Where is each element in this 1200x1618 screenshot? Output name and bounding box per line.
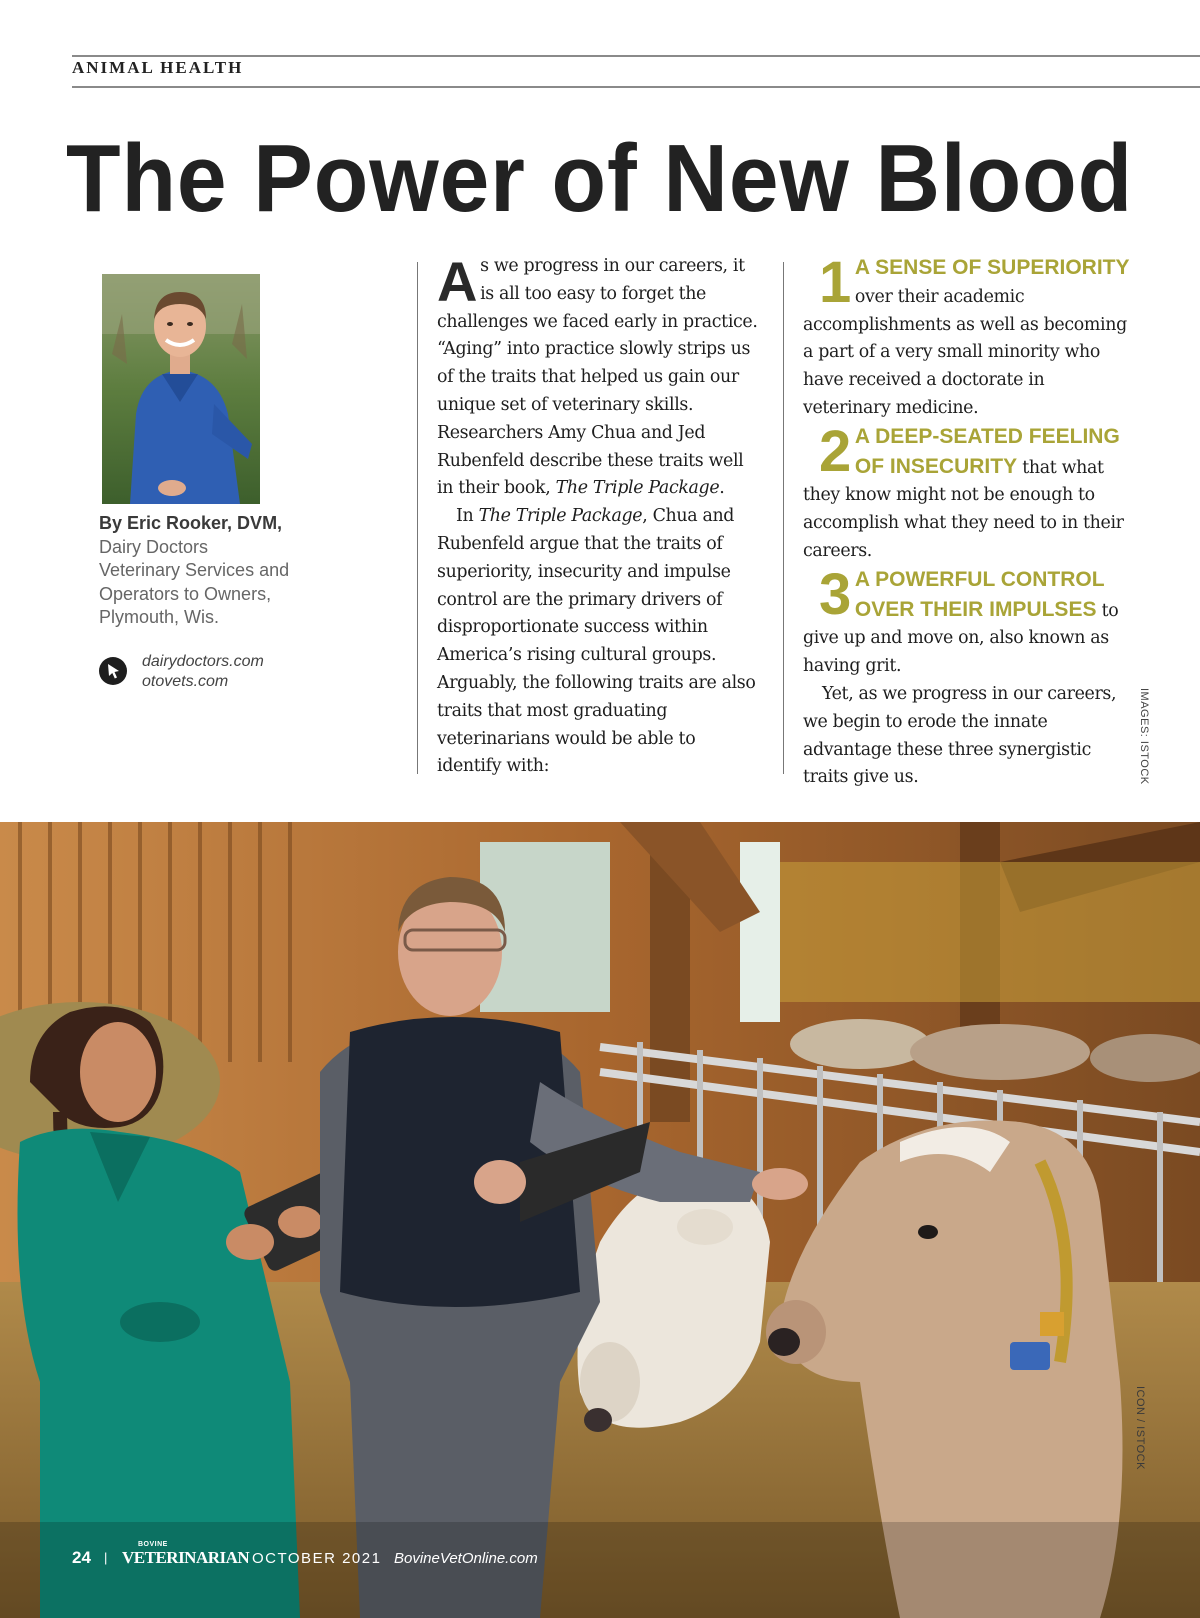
intro-text: s we progress in our careers, it is all too easy to forget the challenges we faced early in practice. “Aging” into practice slowly strips us of the traits that helped us gain our unique set of veterinary skills. Researchers Amy Chua and Jed Rubenfeld describe these traits well in their book, [437,256,758,499]
body-text: , Chua and Rubenfeld argue that the traits of superiority, insecurity and impulse control are the primary drivers of disproportionate success within America’s rising cultural groups. Arguably, the following traits are also traits that most graduating veterinarians would be able to identify with: [437,506,756,777]
trait-text: over their academic accomplishments as well as becoming a part of a very small minority who have received a doctorate in veterinary medicine. [803,286,1127,418]
trait-number: 1 [819,250,851,315]
section-label: ANIMAL HEALTH [72,58,244,77]
author-photo [102,274,260,504]
barn-scene-illustration [0,822,1200,1618]
drop-cap: A [437,250,478,313]
author-portrait-illustration [102,274,260,504]
closing-paragraph: Yet, as we progress in our careers, we begin to erode the innate advantage these three synergistic traits give us. [803,683,1117,788]
author-name: By Eric Rooker, DVM, [99,513,283,533]
intro-end: . [719,478,725,499]
barn-photo [0,822,1200,1618]
author-affiliation-line: Plymouth, Wis. [99,607,220,627]
trait-item-2 [803,418,1133,566]
body-paragraph [437,503,763,781]
issue-date: OCTOBER 2021 [252,1550,382,1567]
book-title: The Triple Package [478,506,643,527]
author-affiliation-line: Dairy Doctors [99,536,209,557]
page-number: 24 [72,1548,91,1567]
trait-text: to give up and move on, also known as having grit. [803,600,1119,677]
author-byline [99,512,329,630]
top-rule [72,55,1200,57]
website-link-otovets[interactable]: otovets.com [142,673,229,690]
footer-separator: | [104,1550,108,1565]
intro-paragraph [437,250,763,503]
trait-number: 2 [819,418,851,484]
trait-number: 3 [819,561,851,627]
magazine-logo: VETERINARIAN [122,1548,250,1567]
trait-title: A POWERFUL CONTROL OVER THEIR IMPULSES [854,567,1105,621]
author-affiliation-line: Operators to Owners, [99,583,272,604]
article-column-2 [803,250,1133,792]
cursor-arrow-icon [98,656,128,686]
column-divider [783,262,784,774]
trait-text: that what they know might not be enough to accomplish what they need to in their careers. [803,457,1124,561]
body-text-start: In [456,506,479,527]
magazine-url[interactable]: BovineVetOnline.com [394,1550,538,1567]
section-rule [72,86,1200,88]
images-credit: IMAGES: ISTOCK [1138,688,1150,785]
trait-item-1 [803,250,1133,423]
book-title: The Triple Package [555,478,720,499]
magazine-logo-small: BOVINE [138,1541,168,1548]
article-headline: The Power of New Blood [66,125,1134,232]
article-column-1 [437,250,763,781]
author-affiliation-line: Veterinary Services and [99,560,290,580]
trait-title: A SENSE OF SUPERIORITY [854,256,1130,279]
trait-item-3 [803,561,1133,681]
website-link-dairydoctors[interactable]: dairydoctors.com [142,653,264,670]
column-divider [417,262,418,774]
trait-title: A DEEP-SEATED FEELING OF INSECURITY [854,424,1120,478]
photo-credit: ICON / ISTOCK [1134,1386,1146,1470]
